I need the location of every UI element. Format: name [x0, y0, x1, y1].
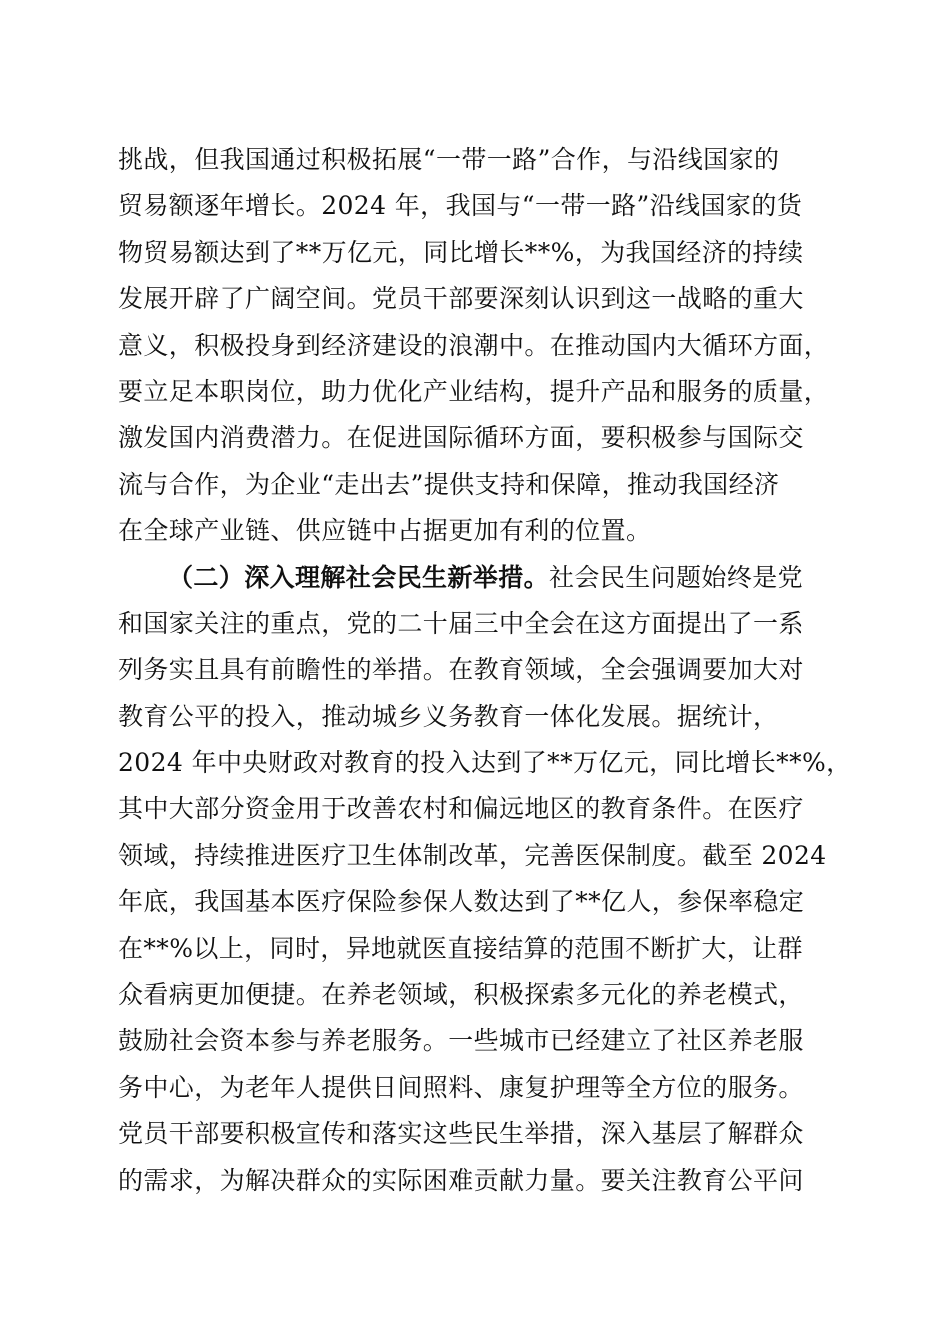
paragraph-line: 要立足本职岗位，助力优化产业结构，提升产品和服务的质量，: [118, 376, 830, 406]
paragraph-line: 列务实且具有前瞻性的举措。在教育领域，全会强调要加大对: [118, 655, 804, 685]
section-heading: （二）深入理解社会民生新举措。: [168, 562, 550, 592]
paragraph-line: 2024 年中央财政对教育的投入达到了**万亿元，同比增长**%，: [118, 748, 852, 778]
paragraph-line: 激发国内消费潜力。在促进国际循环方面，要积极参与国际交: [118, 423, 804, 453]
paragraph-line: 发展开辟了广阔空间。党员干部要深刻认识到这一战略的重大: [118, 284, 804, 314]
paragraph-line: 贸易额逐年增长。2024 年，我国与“一带一路”沿线国家的货: [118, 191, 803, 221]
paragraph-line: 挑战，但我国通过积极拓展“一带一路”合作，与沿线国家的: [118, 145, 780, 174]
paragraph-line: 党员干部要积极宣传和落实这些民生举措，深入基层了解群众: [118, 1119, 804, 1149]
paragraph-line: 领域，持续推进医疗卫生体制改革，完善医保制度。截至 2024: [118, 840, 827, 870]
paragraph-line: 流与合作，为企业“走出去”提供支持和保障，推动我国经济: [118, 469, 780, 499]
paragraph-line: 其中大部分资金用于改善农村和偏远地区的教育条件。在医疗: [118, 794, 804, 824]
paragraph-line: 务中心，为老年人提供日间照料、康复护理等全方位的服务。: [118, 1072, 804, 1102]
paragraph-line: 在**%以上，同时，异地就医直接结算的范围不断扩大，让群: [118, 933, 803, 963]
paragraph-line: 众看病更加便捷。在养老领域，积极探索多元化的养老模式，: [118, 980, 804, 1010]
paragraph-line: 的需求，为解决群众的实际困难贡献力量。要关注教育公平问: [118, 1165, 804, 1195]
paragraph-text: 社会民生问题始终是党: [549, 562, 804, 592]
paragraph-line: 鼓励社会资本参与养老服务。一些城市已经建立了社区养老服: [118, 1026, 804, 1056]
paragraph-line: 意义，积极投身到经济建设的浪潮中。在推动国内大循环方面，: [118, 330, 830, 360]
paragraph-line: 在全球产业链、供应链中占据更加有利的位置。: [118, 516, 652, 546]
paragraph-line: 年底，我国基本医疗保险参保人数达到了**亿人，参保率稳定: [118, 887, 805, 917]
document-body: [118, 137, 852, 1204]
paragraph-line: 和国家关注的重点，党的二十届三中全会在这方面提出了一系: [118, 608, 804, 638]
paragraph-line: 教育公平的投入，推动城乡义务教育一体化发展。据统计，: [118, 701, 779, 731]
section-heading-line: [118, 555, 830, 601]
paragraph-line: 物贸易额达到了**万亿元，同比增长**%，为我国经济的持续: [118, 237, 804, 267]
